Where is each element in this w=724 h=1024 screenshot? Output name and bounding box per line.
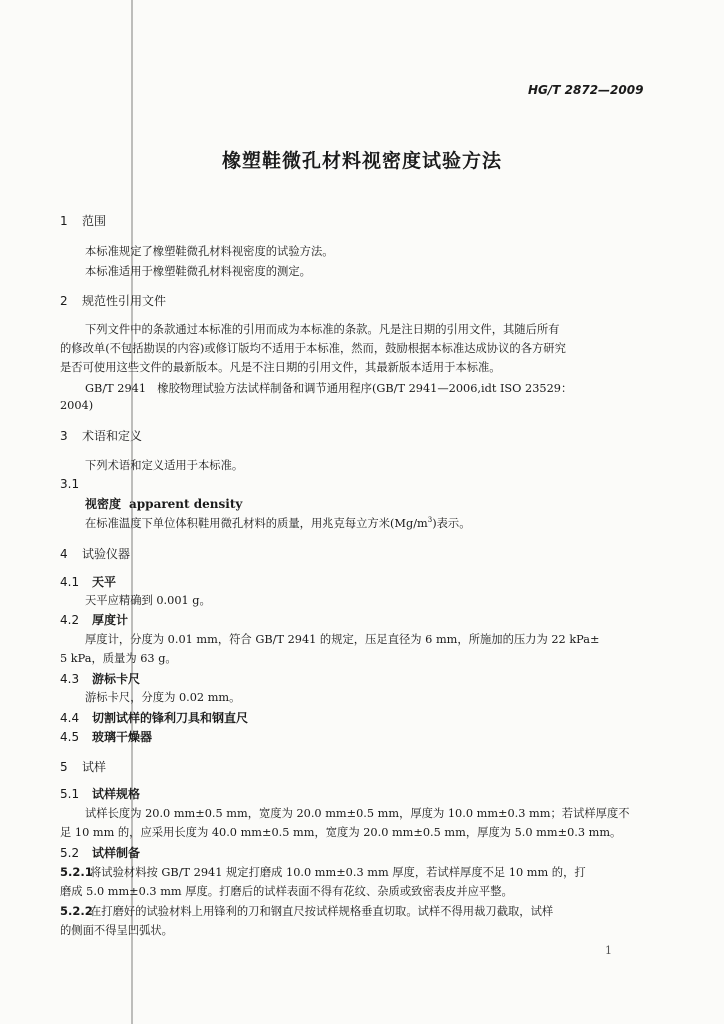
item-5-2-1-line-2: 磨成 5.0 mm±0.3 mm 厚度。打磨后的试样表面不得有花纹、杂质或致密表皮并应平整。 [60,885,513,898]
item-5-1-heading: 5.1 试样规格 [60,787,141,801]
section-2-para-line-1: 下列文件中的条款通过本标准的引用而成为本标准的条款。凡是注日期的引用文件，其随后所有 [85,323,560,336]
page-number: 1 [605,944,612,957]
item-4-2-text-line-1: 厚度计，分度为 0.01 mm，符合 GB/T 2941 的规定，压足直径为 6 mm，所施加的压力为 22 kPa± [85,633,600,646]
reference-line-2: 2004) [60,399,94,412]
standard-code: HG/T 2872—2009 [528,83,644,97]
section-1-heading: 1 范围 [60,214,107,228]
item-4-1-heading: 4.1 天平 [60,575,117,589]
section-3-para: 下列术语和定义适用于本标准。 [85,459,244,472]
section-1-para-2: 本标准适用于橡塑鞋微孔材料视密度的测定。 [85,265,311,278]
item-5-2-heading: 5.2 试样制备 [60,846,141,860]
item-5-2-2-line-2: 的侧面不得呈凹弧状。 [60,924,173,937]
section-2-para-line-3: 是否可使用这些文件的最新版本。凡是不注日期的引用文件，其最新版本适用于本标准。 [60,361,501,374]
item-4-2-text-line-2: 5 kPa，质量为 63 g。 [60,652,177,665]
item-4-5-heading: 4.5 玻璃干燥器 [60,730,153,744]
section-2-para-line-2: 的修改单(不包括勘误的内容)或修订版均不适用于本标准，然而，鼓励根据本标准达成协议的各方研究 [60,342,566,355]
document-title: 橡塑鞋微孔材料视密度试验方法 [221,150,502,172]
item-4-2-heading: 4.2 厚度计 [60,613,129,627]
term-definition: 在标准温度下单位体积鞋用微孔材料的质量，用兆克每立方米$(Mg/m^3)$表示。 [85,516,471,530]
item-4-3-text: 游标卡尺，分度为 0.02 mm。 [85,691,241,704]
item-4-1-text: 天平应精确到 0.001 g。 [85,594,211,607]
item-5-2-2-line-1: 5.2.2在打磨好的试验材料上用锋利的刀和钢直尺按试样规格垂直切取。试样不得用裁刀截取，试样 [60,904,554,918]
subsection-3-1-number: 3.1 [60,477,80,491]
term-entry: 视密度 apparent density [85,497,243,511]
section-3-heading: 3 术语和定义 [60,429,143,443]
item-5-2-1-line-1: 5.2.1将试验材料按 GB/T 2941 规定打磨成 10.0 mm±0.3 mm 厚度，若试样厚度不足 10 mm 的，打 [60,865,586,879]
item-4-3-heading: 4.3 游标卡尺 [60,672,141,686]
item-5-1-text-line-2: 足 10 mm 的，应采用长度为 40.0 mm±0.5 mm，宽度为 20.0 mm±0.5 mm，厚度为 5.0 mm±0.3 mm。 [60,826,622,839]
section-1-para-1: 本标准规定了橡塑鞋微孔材料视密度的试验方法。 [85,245,334,258]
section-2-heading: 2 规范性引用文件 [60,294,167,308]
section-5-heading: 5 试样 [60,760,107,774]
section-4-heading: 4 试验仪器 [60,547,131,561]
item-4-4-heading: 4.4 切割试样的锋利刀具和钢直尺 [60,711,249,725]
item-5-1-text-line-1: 试样长度为 20.0 mm±0.5 mm，宽度为 20.0 mm±0.5 mm，厚度为 10.0 mm±0.3 mm；若试样厚度不 [85,807,630,820]
reference-line-1: GB/T 2941 橡胶物理试验方法试样制备和调节通用程序(GB/T 2941—2006,idt ISO 23529： [85,382,573,395]
